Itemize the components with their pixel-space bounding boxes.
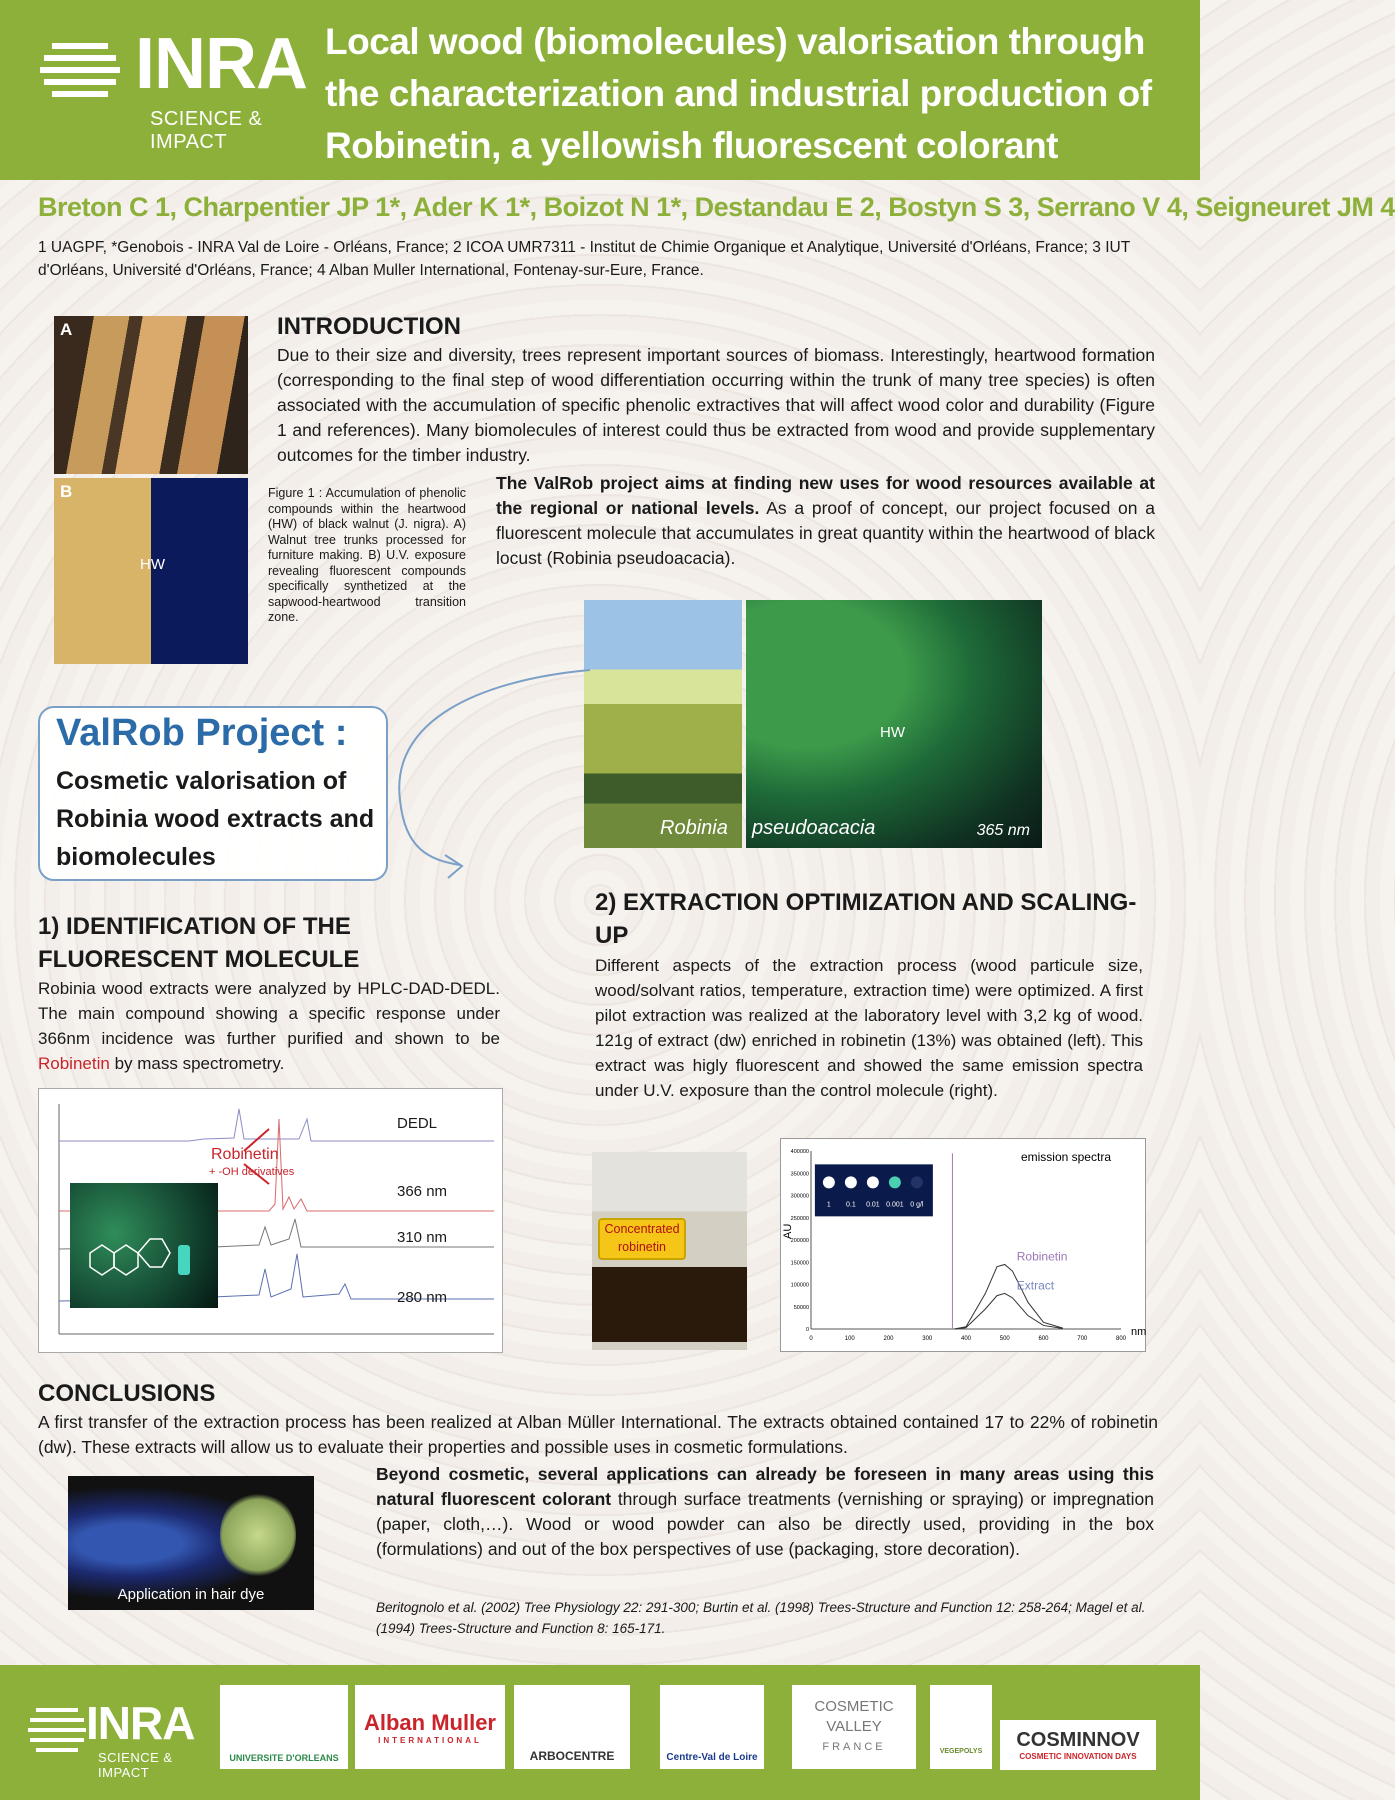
- footer-inra-sub: SCIENCE & IMPACT: [98, 1750, 173, 1780]
- valrob-aim-bold: The ValRob project aims at finding new uses for wood resources available at the regional or national levels.: [496, 473, 1155, 518]
- robinetin-structure-inset: [70, 1183, 218, 1308]
- valrob-aim-paragraph: [496, 471, 1155, 571]
- x-tick-label: 0: [809, 1336, 813, 1342]
- dilution-spot: [911, 1176, 923, 1188]
- dilution-label: 1: [826, 1201, 831, 1209]
- label-derivatives: + -OH derivatives: [209, 1166, 295, 1178]
- x-tick-label: 600: [1038, 1336, 1049, 1342]
- y-tick-label: 250000: [790, 1215, 809, 1222]
- partner-centre-val-de-loire: [660, 1685, 764, 1769]
- y-axis-label: AU: [782, 1223, 794, 1239]
- y-tick-label: 300000: [790, 1193, 809, 1200]
- concentrated-robinetin-label: Concentrated robinetin: [598, 1218, 686, 1260]
- y-tick-label: 0: [805, 1327, 809, 1333]
- footer-inra-icon: [22, 1700, 92, 1760]
- conclusions-paragraph2: [376, 1462, 1154, 1562]
- intro-heading: INTRODUCTION: [277, 313, 461, 340]
- molecule-structure-icon: [70, 1183, 218, 1308]
- y-tick-label: 50000: [793, 1304, 809, 1311]
- footer-inra-logo: [22, 1692, 212, 1780]
- chart-title: emission spectra: [1020, 1150, 1111, 1164]
- dilution-label: 0.1: [846, 1201, 856, 1209]
- label-dedl: DEDL: [397, 1115, 438, 1132]
- dilution-spot: [845, 1176, 857, 1188]
- robinia-tree-photo: [584, 600, 742, 848]
- valrob-aim-rest: As a proof of concept, our project focused on a fluorescent molecule that accumulates in great quantity within the heartwood of black locust (Robinia pseudoacacia).: [496, 498, 1155, 568]
- figure-label-a: A: [60, 320, 73, 339]
- emission-spectra-plot: [781, 1139, 1147, 1353]
- figure-label-b: B: [60, 482, 73, 501]
- section1-text-a: Robinia wood extracts were analyzed by HPLC-DAD-DEDL. The main compound showing a specific response under 366nm incidence was further purified and shown to be: [38, 979, 500, 1048]
- dilution-label: 0.001: [886, 1201, 904, 1209]
- y-tick-label: 350000: [790, 1171, 809, 1178]
- footer-inra-text: INRA: [86, 1697, 195, 1749]
- dilution-label: 0.01: [866, 1201, 880, 1209]
- x-axis-label: nm: [1131, 1326, 1147, 1338]
- label-280nm: 280 nm: [397, 1289, 448, 1306]
- x-tick-label: 800: [1115, 1336, 1127, 1342]
- walnut-trunks-photo: [54, 316, 248, 474]
- photo-caption-pseudoacacia: pseudoacacia: [752, 817, 876, 839]
- valrob-subtitle: Cosmetic valorisation of Robinia wood extracts and biomolecules: [56, 767, 375, 871]
- hair-dye-sample-green: [220, 1490, 296, 1580]
- partner-arbocentre: [514, 1685, 630, 1769]
- x-tick-label: 300: [922, 1336, 933, 1342]
- intro-paragraph: Due to their size and diversity, trees represent important sources of biomass. Interestingly, heartwood formation (corresponding to the final step of wood differentiation occurring within the trunk of many tree species) is often associated with the accumulation of specific phenolic extractives that will affect wood color and durability (Figure 1 and references). Many biomolecules of interest could thus be extracted from wood and provide supplementary outcomes for the timber industry.: [277, 345, 1155, 465]
- partner-centre-label: Centre-Val de Loire: [666, 1752, 758, 1763]
- partner-alban-muller-label: Alban Muller: [363, 1709, 496, 1735]
- partner-cosmetic-label: COSMETIC: [814, 1698, 894, 1715]
- authors: Breton C 1, Charpentier JP 1*, Ader K 1*, Boizot N 1*, Destandau E 2, Bostyn S 3, Serrano V 4, Seigneuret JM 4: [38, 192, 1395, 222]
- dilution-label: 0 g/l: [910, 1201, 924, 1209]
- dilution-spot: [867, 1176, 879, 1188]
- partner-cosminnov-sub: COSMETIC INNOVATION DAYS: [1019, 1752, 1137, 1761]
- conclusions-paragraph2-bold: Beyond cosmetic, several applications can already be foreseen in many areas using this natural fluorescent colorant: [376, 1464, 1154, 1509]
- hair-dye-caption: Application in hair dye: [117, 1586, 265, 1603]
- conclusions-paragraph2-rest: through surface treatments (vernishing or spraying) or impregnation (paper, cloth,…). Wood or wood powder can also be directly used, providing in the box (formulations) and out of the box perspectives of use (packaging, store decoration).: [376, 1489, 1154, 1559]
- uv-hw-label: HW: [880, 724, 905, 741]
- label-310nm: 310 nm: [397, 1229, 448, 1246]
- legend-extract: Extract: [1016, 1278, 1055, 1293]
- logo-inra-text: INRA: [135, 24, 307, 104]
- dilution-spot: [823, 1176, 835, 1188]
- label-robinetin: Robinetin: [211, 1146, 279, 1163]
- x-tick-label: 100: [844, 1336, 855, 1342]
- conclusions-heading: CONCLUSIONS: [38, 1380, 216, 1407]
- x-tick-label: 700: [1077, 1336, 1088, 1342]
- series-line-robinetin: [954, 1264, 1063, 1329]
- x-tick-label: 200: [883, 1336, 894, 1342]
- partner-cosmetic-valley: [792, 1685, 916, 1769]
- walnut-uv-photo: [54, 478, 248, 664]
- y-tick-label: 200000: [790, 1238, 809, 1244]
- inra-logo: [30, 18, 320, 153]
- partner-alban-muller-sub: INTERNATIONAL: [378, 1735, 482, 1745]
- partner-france-label: FRANCE: [822, 1741, 886, 1753]
- partner-universite-orleans: [220, 1685, 348, 1769]
- section2-heading: 2) EXTRACTION OPTIMIZATION AND SCALING-UP: [595, 889, 1137, 949]
- figure1-caption: Figure 1 : Accumulation of phenolic compounds within the heartwood (HW) of black walnut (J. nigra). A) Walnut tree trunks processed for furniture making. B) U.V. exposure revealing fluorescent compounds specifically synthetized at the sapwood-heartwood transition zone.: [268, 486, 466, 624]
- poster-title: Local wood (biomolecules) valorisation through the characterization and industrial production of Robinetin, a yellowish fluorescent colorant: [325, 21, 1152, 166]
- section2-paragraph: Different aspects of the extraction process (wood particule size, wood/solvant ratios, temperature, extraction time) were optimized. A first pilot extraction was realized at the laboratory level with 3,2 kg of wood. 121g of extract (dw) enriched in robinetin (13%) was obtained (left). This extract was higly fluorescent and showed the same emission spectra under U.V. exposure than the control molecule (right).: [595, 956, 1143, 1100]
- references: Beritognolo et al. (2002) Tree Physiology 22: 291-300; Burtin et al. (1998) Trees-Structure and Function 12: 258-264; Magel et al. (1994) Trees-Structure and Function 8: 165-171.: [376, 1600, 1146, 1636]
- photo-caption-robinia: Robinia: [660, 817, 728, 839]
- partner-cosminnov: [1000, 1720, 1156, 1770]
- section1-text-b: by mass spectrometry.: [114, 1054, 285, 1073]
- section1-paragraph: [38, 976, 500, 1076]
- partner-arbocentre-label: ARBOCENTRE: [529, 1749, 615, 1763]
- photo-caption-wavelength: 365 nm: [976, 822, 1030, 839]
- label-366nm: 366 nm: [397, 1183, 448, 1200]
- section1-heading: 1) IDENTIFICATION OF THE FLUORESCENT MOLECULE: [38, 913, 360, 973]
- dilution-inset: [815, 1164, 933, 1216]
- partner-cosminnov-label: COSMINNOV: [1016, 1729, 1140, 1751]
- partner-valley-label: VALLEY: [826, 1718, 882, 1735]
- hw-label: HW: [140, 556, 165, 573]
- x-tick-label: 400: [960, 1336, 972, 1342]
- connector-arrow-icon: [360, 660, 600, 890]
- partner-universite-label: UNIVERSITE D'ORLEANS: [229, 1753, 339, 1763]
- y-tick-label: 150000: [790, 1260, 809, 1267]
- section1-robinetin: Robinetin: [38, 1054, 110, 1073]
- affiliations: 1 UAGPF, *Genobois - INRA Val de Loire - Orléans, France; 2 ICOA UMR7311 - Institut de Chimie Organique et Analytique, Université d'Orléans, France; 3 IUT d'Orléans, Université d'Orléans, France; 4 Alban Muller International, Fontenay-sur-Eure, France.: [38, 239, 1130, 279]
- robinia-uv-photo: [746, 600, 1042, 848]
- partner-vegepolys: [930, 1685, 992, 1769]
- partner-alban-muller: [355, 1685, 505, 1769]
- logo-science-text: SCIENCE & IMPACT: [150, 108, 263, 153]
- partner-vegepolys-label: VEGEPOLYS: [939, 1748, 983, 1755]
- x-tick-label: 500: [999, 1336, 1010, 1342]
- y-tick-label: 400000: [790, 1149, 809, 1155]
- dilution-spot: [889, 1176, 901, 1188]
- emission-spectra-chart: [780, 1138, 1146, 1352]
- legend-robinetin: Robinetin: [1016, 1249, 1068, 1264]
- y-tick-label: 100000: [790, 1282, 809, 1289]
- conclusions-paragraph1: A first transfer of the extraction process has been realized at Alban Müller International. The extracts obtained contained 17 to 22% of robinetin (dw). These extracts will allow us to evaluate their properties and possible uses in cosmetic formulations.: [38, 1412, 1158, 1457]
- inra-logo-icon: [30, 26, 150, 116]
- valrob-title: ValRob Project :: [56, 712, 348, 754]
